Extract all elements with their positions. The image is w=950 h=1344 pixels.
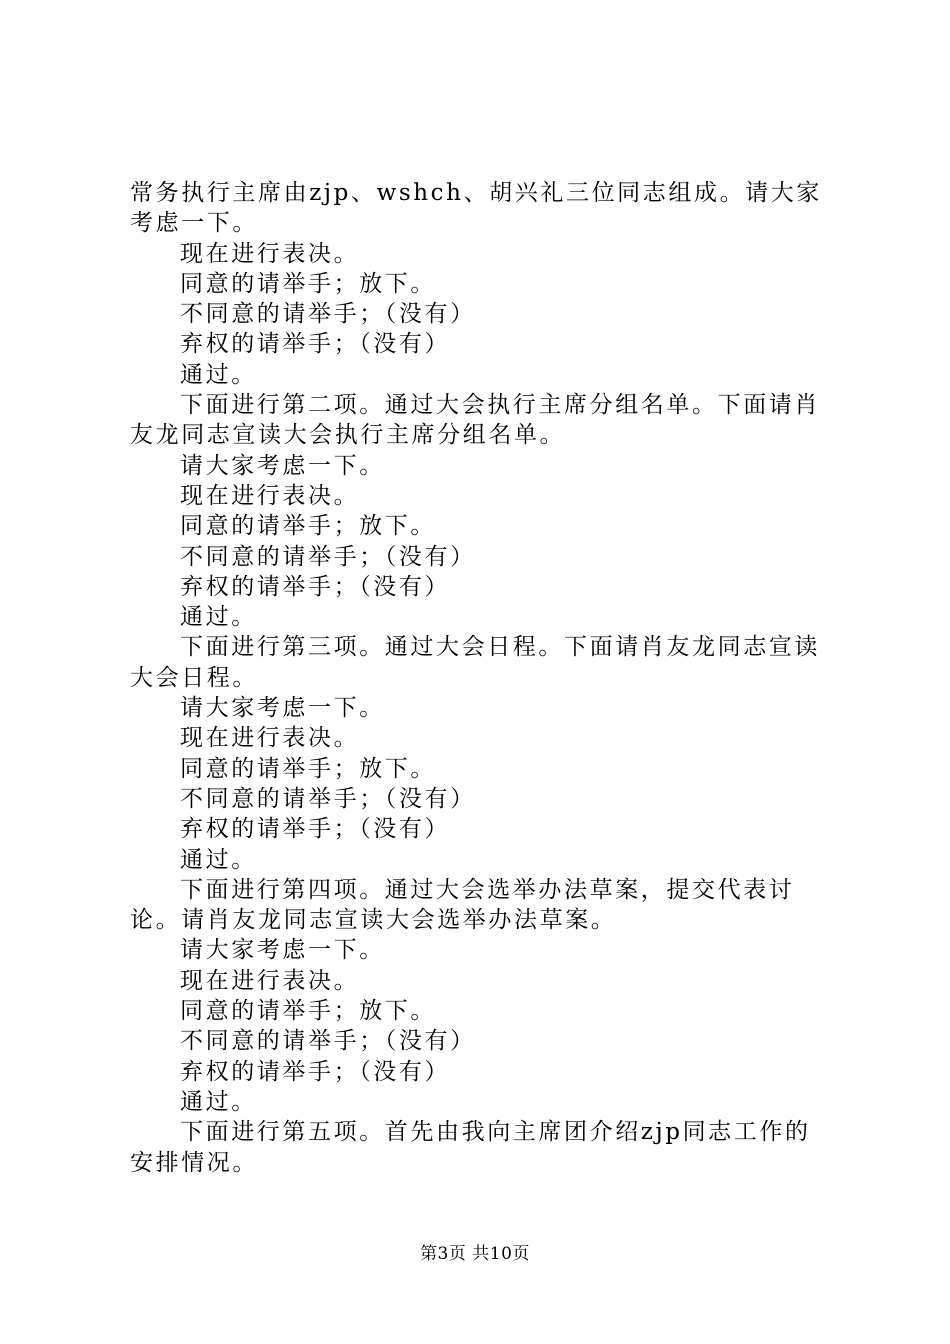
paragraph: 下面进行第三项。通过大会日程。下面请肖友龙同志宣读大会日程。 (130, 634, 820, 691)
paragraph: 不同意的请举手；（没有） (180, 785, 476, 812)
paragraph: 通过。 (180, 361, 257, 388)
paragraph: 请大家考虑一下。 (180, 452, 385, 479)
paragraph: 现在进行表决。 (180, 725, 360, 752)
paragraph: 不同意的请举手；（没有） (180, 1028, 476, 1055)
paragraph: 通过。 (180, 1088, 257, 1115)
paragraph: 弃权的请举手；（没有） (180, 816, 451, 843)
paragraph: 常务执行主席由zjp、wshch、胡兴礼三位同志组成。请大家考虑一下。 (130, 180, 822, 237)
paragraph: 下面进行第五项。首先由我向主席团介绍zjp同志工作的安排情况。 (130, 1119, 811, 1176)
paragraph: 同意的请举手；放下。 (180, 998, 436, 1025)
paragraph: 同意的请举手；放下。 (180, 513, 436, 540)
paragraph: 现在进行表决。 (180, 482, 360, 509)
paragraph: 弃权的请举手；（没有） (180, 331, 451, 358)
document-body (130, 178, 835, 1178)
paragraph: 通过。 (180, 846, 257, 873)
paragraph: 现在进行表决。 (180, 240, 360, 267)
page-number-footer: 第3页 共10页 (420, 1244, 530, 1264)
paragraph: 下面进行第四项。通过大会选举办法草案，提交代表讨论。请肖友龙同志宣读大会选举办法草案。 (130, 876, 795, 934)
paragraph: 下面进行第二项。通过大会执行主席分组名单。下面请肖友龙同志宣读大会执行主席分组名单。 (130, 392, 820, 449)
paragraph: 现在进行表决。 (180, 967, 360, 994)
paragraph: 不同意的请举手；（没有） (180, 301, 476, 328)
paragraph: 弃权的请举手；（没有） (180, 1058, 451, 1085)
paragraph: 通过。 (180, 604, 257, 631)
paragraph: 同意的请举手；放下。 (180, 270, 436, 297)
paragraph: 不同意的请举手；（没有） (180, 543, 476, 570)
paragraph: 请大家考虑一下。 (180, 937, 385, 964)
paragraph: 请大家考虑一下。 (180, 695, 385, 722)
paragraph: 同意的请举手；放下。 (180, 755, 436, 782)
paragraph: 弃权的请举手；（没有） (180, 573, 451, 600)
